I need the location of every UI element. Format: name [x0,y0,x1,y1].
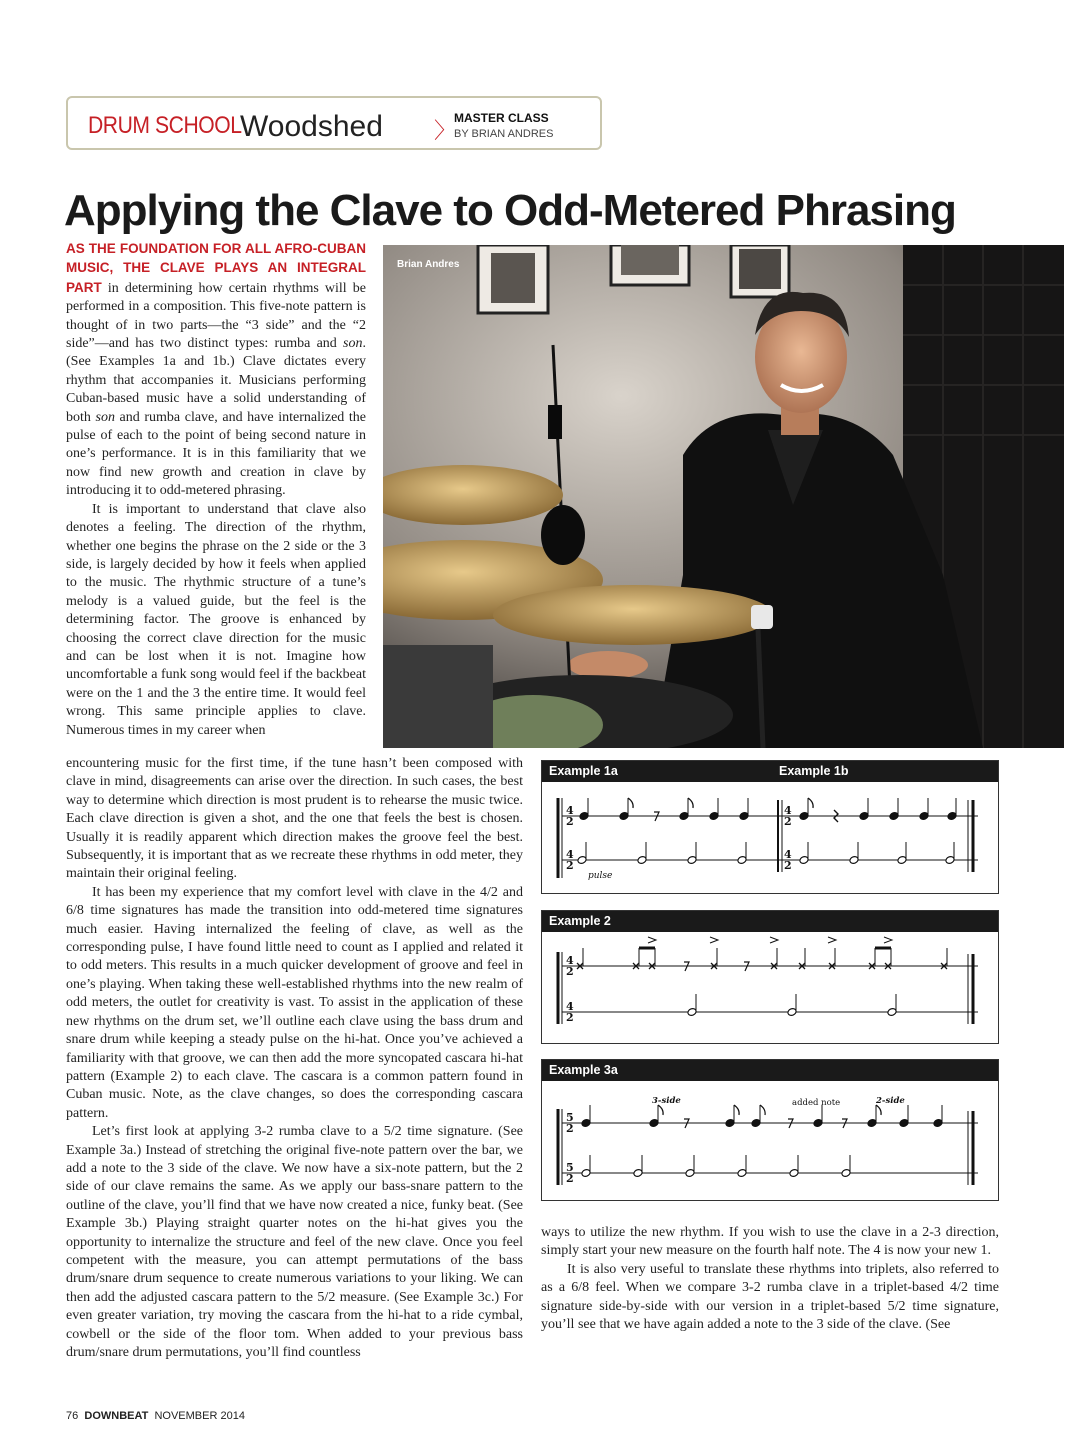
annotation-3-side: 3-side [652,1096,681,1106]
note-flag [808,798,813,808]
paragraph-3: It has been my experience that my comfort level with clave in the 4/2 and 6/8 time signatures has made the transition into odd-metered time signatures much easier. Having internalized the feeling of clave, as well as the corresponding pulse, I have found little need to count as I applied and related it to odd meters. This results in a much quicker development of groove and feel in one’s playing. When taking these well-established rhythms into the new realm of odd meters, the outlet for creativity is vast. To assist in the application of these new rhythms on the drum set, we’ll outline each clave using the bass drum and snare drum while keeping a steady pulse on the hi-hat. Once you’ve achieved a familiarity with that groove, we can then add the more syncopated cascara hi-hat pattern (Example 2) to each clave. The cascara is a common pattern found in Cuban music. Note, as the clave changes, so does the corresponding cascara pattern. [66,884,523,1121]
example-3a-notation [542,1081,998,1201]
note-flag [760,1105,765,1115]
paragraph-1 [66,240,366,501]
paragraph-1-text-c: and rumba clave, and have internalized the pulse of each to the point of being second nature in one’s performance. It is in this familiarity that we now find new growth and creation in clave by introducing it to odd-metered phrasing. [66,409,366,499]
notes-group [577,798,957,864]
example-2-header [542,911,998,932]
paragraph-col2-1: ways to utilize the new rhythm. If you wish to use the clave in a 2-3 direction, simply start your new measure on the fourth half note. The 4 is now your new 1. [541,1225,999,1259]
paragraph-4: Let’s first look at applying 3-2 rumba clave to a 5/2 time signature. (See Example 3a.) Instead of stretching the original five-note pattern over the bar, we add a note to the 3 side of the clave. We now have a six-note pattern, but the 2 side of our clave remains the same. As we apply our bass-snare pattern to the outline of the clave, you’ll find that we have now created a nice, funky beat. (See Example 3b.) Playing straight quarter notes on the hi-hat gives you the opportunity to internalize the structure and feel of the new clave. Once you feel competent with the measure, you can attempt permutations of the bass drum/snare drum sequence to create numerous variations to your liking. We can then add the adjusted cascara pattern to the 5/2 measure. (See Example 3c.) For even greater variation, try moving the cascara from the hi-hat to a ride cymbal, cowbell or the side of the floor tom. When added to your previous bass drum/snare drum permutations, you’ll find countless [66,1124,523,1360]
svg-text:2: 2 [566,965,574,978]
svg-text:2: 2 [566,1122,574,1135]
notes-group [581,1105,943,1177]
annotation-added-note: added note [792,1098,841,1108]
example-3a-label: Example 3a [549,1063,618,1077]
department-label: Woodshed [240,110,383,143]
example-3a-header [542,1060,998,1081]
example-3a-panel [541,1059,999,1201]
magazine-name: DOWNBEAT [84,1410,149,1422]
page-footer [66,1410,245,1422]
note-flag [876,1105,881,1115]
article-column-2-bottom [541,1224,999,1334]
svg-text:2: 2 [784,815,792,828]
accent [648,937,656,943]
svg-text:4: 4 [566,954,574,967]
example-2-notation [542,932,998,1044]
note-flag [688,798,693,808]
accent [770,937,778,943]
paragraph-1-text-a: in determining how certain rhythms will be performed in a composition. This five-note pattern is thought of in two parts—the “3 side” and the “2 side”—and has two distinct types: rumba and [66,280,366,352]
lead-in: AS THE FOUNDATION FOR ALL AFRO-CUBAN MUSIC, THE CLAVE PLAYS AN INTEGRAL PART [66,241,366,295]
column-label: MASTER CLASS [454,111,549,125]
page-number: 76 [66,1410,79,1422]
svg-text:4: 4 [784,848,792,861]
svg-text:2: 2 [784,859,792,872]
svg-text:2: 2 [566,1172,574,1185]
paragraph-col2-2: It is also very useful to translate these rhythms into triplets, also referred to as a 6/8 feel. When we compare 3-2 rumba clave in a triplet-based 4/2 time signature side-by-side with our version in a triplet-based 5/2 time signature, you’ll see that we have again added a note to the 3 side of the clave. (See [541,1261,999,1333]
svg-text:5: 5 [566,1161,574,1174]
note-flag [658,1105,663,1115]
example-2-label: Example 2 [549,914,611,928]
article-column-1-top [66,240,366,740]
italic-son: son [343,336,363,352]
accent [710,937,718,943]
pulse-label: pulse [588,871,613,881]
notes-group [577,937,947,1016]
chevron-right-icon: 〉 [434,119,457,144]
article-title: Applying the Clave to Odd-Metered Phrasing [64,186,956,235]
paragraph-2-bottom: encountering music for the first time, if the tune hasn’t been composed with clave in mind, disagreements can arise over the direction. In such cases, the best way to determine which direction is most prudent is to rehearse the music twice. Each clave direction is given a shot, and the one that feels the best is chosen. Usually it is readily apparent which direction makes the groove feel the best. Subsequently, it is important that as we recreate these rhythms in odd meter, they maintain their original feeling. [66,756,523,882]
photo-illustration [383,245,1064,748]
example-1-header [542,761,998,782]
paragraph-2-top: It is important to understand that clave also denotes a feeling. The direction of the rhythm, whether one begins the phrase on the 2 side or the 3 side, is largely decided by how it feels when applied to the music. The rhythmic structure of a tune’s melody is a valued guide, but the feel is the determining factor. The groove is enhanced by choosing the correct clave direction for the music and can be lost when it is not. Imagine how uncomfortable a funk song would feel if the backbeat were on the 1 and the 3 the entire time. It would feel wrong. This same principle applies to clave. Numerous times in my career when [66,501,366,738]
svg-text:4: 4 [566,804,574,817]
note-flag [734,1105,739,1115]
department-header [66,96,602,150]
byline: BY BRIAN ANDRES [454,128,554,140]
svg-text:2: 2 [566,1011,574,1024]
example-2-panel [541,910,999,1044]
svg-text:4: 4 [784,804,792,817]
italic-son: son [95,409,115,425]
svg-text:4: 4 [566,848,574,861]
example-1a-label: Example 1a [549,764,618,778]
example-1b-label: Example 1b [779,764,849,778]
example-1-panel [541,760,999,894]
annotation-2-side: 2-side [876,1096,905,1106]
note-flag [628,798,633,808]
svg-text:5: 5 [566,1111,574,1124]
example-1-notation [542,782,998,894]
svg-text:2: 2 [566,815,574,828]
article-column-1-bottom [66,755,523,1362]
photo-credit: Brian Andres [397,259,460,270]
svg-text:4: 4 [566,1000,574,1013]
svg-text:2: 2 [566,859,574,872]
paragraph-1-text-b: . (See Examples 1a and 1b.) Clave dictates every rhythm that accompanies it. Musicians performing Cuban-based music have a solid understanding of both [66,336,366,425]
accent [828,937,836,943]
author-photo [383,245,1064,748]
accent [884,937,892,943]
issue-date: NOVEMBER 2014 [154,1410,245,1422]
section-label: DRUM SCHOOL [88,112,242,139]
